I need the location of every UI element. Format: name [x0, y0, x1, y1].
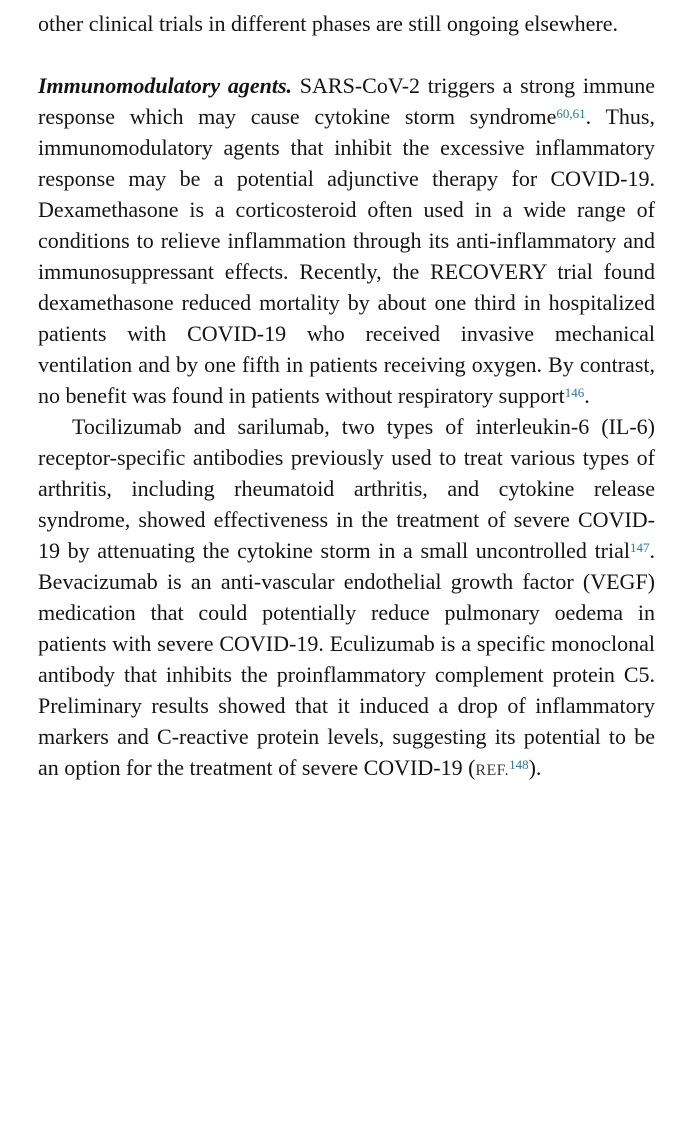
text-run: . Thus, immunomodulatory agents that inhibit the excessive inflammatory response may be a potential adjunctive therapy for COVID-19. Dexamethasone is a corticosteroid often used in a wide range of conditions to relieve inflammation through its anti-inflammatory and immunosuppressant effects. Recently, the RECOVERY trial found dexamethasone reduced mortality by about one third in hospitalized patients with COVID-19 who received invasive mechanical ventilation and by one fifth in patients receiving oxygen. By contrast, no benefit was found in patients without respiratory support	[38, 104, 655, 408]
text-run: other clinical trials in different phases are still ongoing elsewhere.	[38, 11, 618, 36]
reference-superscript[interactable]: 147	[630, 540, 650, 556]
run-in-heading: Immunomodulatory agents.	[38, 73, 300, 98]
text-run: ).	[528, 755, 542, 780]
paragraph	[38, 8, 655, 39]
text-run: . Bevacizumab is an anti-vascular endothelial growth factor (VEGF) medication that could potentially reduce pulmonary oedema in patients with severe COVID-19. Eculizumab is a specific monoclonal antibody that inhibits the proinflammatory complement protein C5. Preliminary results showed that it induced a drop of inflammatory markers and C-reactive protein levels, suggesting its potential to be an option for the treatment of severe COVID-19 (	[38, 538, 655, 780]
paragraph	[38, 70, 655, 411]
text-run: Tocilizumab and sarilumab, two types of interleukin-6 (IL-6) receptor-specific antibodies previously used to treat various types of arthritis, including rheumatoid arthritis, and cytokine release syndrome, showed effectiveness in the treatment of severe COVID-19 by attenuating the cytokine storm in a small uncontrolled trial	[38, 414, 655, 563]
text-run: .	[584, 383, 590, 408]
text-run: SARS-CoV-2 triggers a strong immune response which may cause cytokine storm syndrome	[38, 73, 655, 129]
article-text-column	[38, 8, 655, 786]
reference-superscript[interactable]: 60,61	[556, 106, 586, 122]
reference-superscript[interactable]: 148	[509, 757, 529, 773]
reference-superscript[interactable]: 146	[564, 385, 585, 401]
paragraph	[38, 411, 655, 786]
reference-label: REF.	[475, 762, 510, 779]
